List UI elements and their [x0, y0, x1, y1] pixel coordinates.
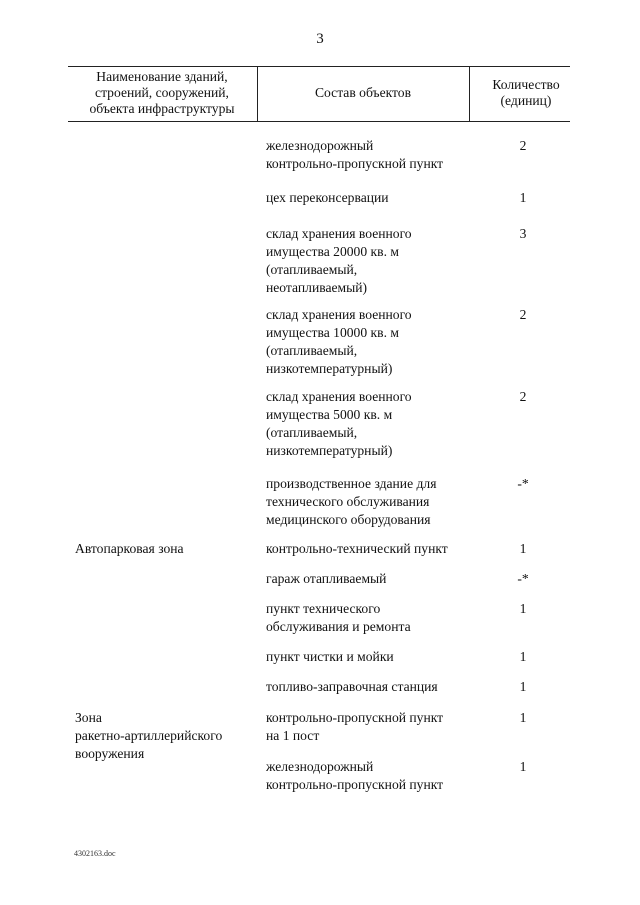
object-name-line: технического обслуживания: [266, 494, 430, 509]
object-name-line: контрольно-пропускной пункт: [266, 156, 444, 171]
header-quantity: [480, 77, 572, 109]
zone-name-line: вооружения: [75, 746, 145, 761]
object-name-line: производственное здание для: [266, 476, 437, 491]
object-name-line: имущества 5000 кв. м: [266, 407, 393, 422]
object-name-line: обслуживания и ремонта: [266, 619, 411, 634]
zone-name-line: ракетно-артиллерийского: [75, 728, 223, 743]
object-name-line: контрольно-пропускной пункт: [266, 777, 444, 792]
header-composition: Состав объектов: [314, 85, 412, 100]
header-quantity-line: Количество: [492, 77, 560, 92]
object-name-line: на 1 пост: [266, 728, 320, 743]
object-name-line: низкотемпературный): [266, 361, 393, 376]
object-name-line: (отапливаемый,: [266, 425, 358, 440]
object-name-line: (отапливаемый,: [266, 262, 358, 277]
object-name-line: склад хранения военного: [266, 226, 412, 241]
page-number: 3: [316, 31, 324, 47]
object-name-line: неотапливаемый): [266, 280, 368, 295]
quantity-value: 1: [519, 710, 527, 725]
quantity-value: 1: [519, 541, 527, 556]
footer-file-name: 4302163.doc: [74, 849, 116, 858]
quantity-value: 3: [519, 226, 527, 241]
zone-name-line: Автопарковая зона: [75, 541, 184, 556]
object-name-line: гараж отапливаемый: [266, 571, 387, 586]
quantity-value: 2: [519, 307, 527, 322]
object-name-line: контрольно-пропускной пункт: [266, 710, 444, 725]
quantity-value: 1: [519, 601, 527, 616]
object-name-line: железнодорожный: [266, 138, 374, 153]
object-name-line: (отапливаемый,: [266, 343, 358, 358]
quantity-value: -*: [517, 476, 529, 491]
object-name-line: топливо-заправочная станция: [266, 679, 438, 694]
header-divider: [469, 67, 470, 121]
header-name-line: строений, сооружений,: [95, 85, 229, 100]
header-name: [68, 69, 256, 117]
object-name-line: имущества 20000 кв. м: [266, 244, 399, 259]
quantity-value: 1: [519, 190, 527, 205]
object-name-line: пункт чистки и мойки: [266, 649, 394, 664]
quantity-value: 1: [519, 759, 527, 774]
object-name-line: медицинского оборудования: [266, 512, 431, 527]
quantity-value: 2: [519, 138, 527, 153]
object-name-line: пункт технического: [266, 601, 381, 616]
table-header: [68, 66, 570, 122]
object-name-line: железнодорожный: [266, 759, 374, 774]
object-name-line: цех переконсервации: [266, 190, 389, 205]
object-name-line: имущества 10000 кв. м: [266, 325, 399, 340]
quantity-value: 2: [519, 389, 527, 404]
header-name-line: Наименование зданий,: [96, 69, 228, 84]
header-quantity-line: (единиц): [500, 93, 552, 108]
quantity-value: 1: [519, 649, 527, 664]
object-name-line: контрольно-технический пункт: [266, 541, 448, 556]
object-name-line: склад хранения военного: [266, 389, 412, 404]
quantity-value: -*: [517, 571, 529, 586]
header-name-line: объекта инфраструктуры: [89, 101, 235, 116]
zone-name-line: Зона: [75, 710, 102, 725]
quantity-value: 1: [519, 679, 527, 694]
object-name-line: склад хранения военного: [266, 307, 412, 322]
object-name-line: низкотемпературный): [266, 443, 393, 458]
